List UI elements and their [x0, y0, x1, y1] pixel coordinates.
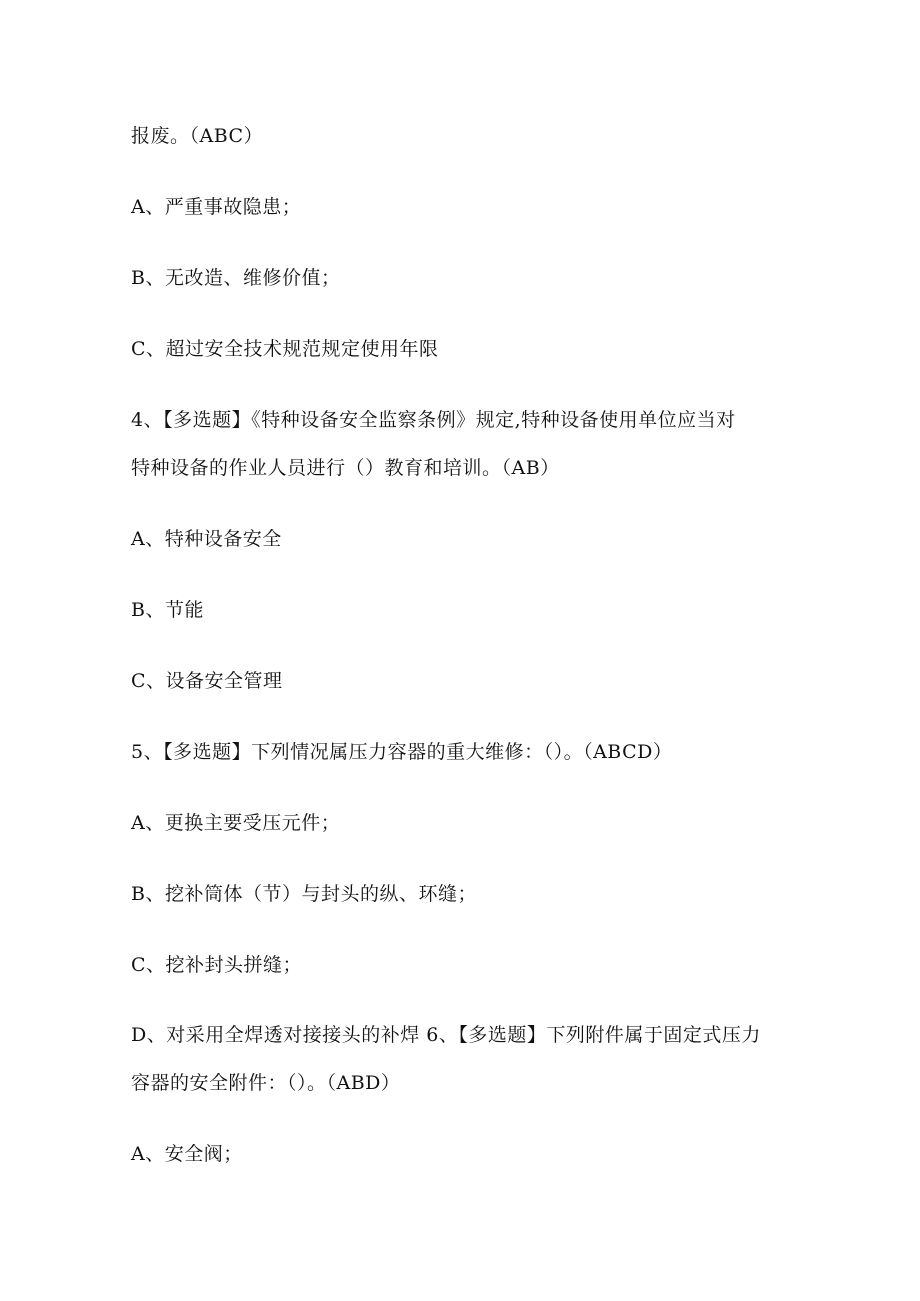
question-6-option-a: A、安全阀；: [131, 1143, 243, 1165]
option-a: A、严重事故隐患；: [131, 196, 302, 218]
option-c: C、超过安全技术规范规定使用年限: [131, 338, 439, 360]
question-5-option-a: A、更换主要受压元件；: [131, 812, 341, 834]
question-5-option-d-and-question-6: D、对采用全焊透对接接头的补焊 6、【多选题】下列附件属于固定式压力: [131, 1024, 761, 1046]
question-4-line-2: 特种设备的作业人员进行（）教育和培训。（AB）: [131, 457, 560, 479]
answer-key-continuation: 报废。（ABC）: [131, 125, 264, 147]
question-4-option-c: C、设备安全管理: [131, 670, 283, 692]
question-4-option-a: A、特种设备安全: [131, 528, 282, 550]
question-5-option-b: B、挖补筒体（节）与封头的纵、环缝；: [131, 883, 477, 905]
question-4-line-1: 4、【多选题】《特种设备安全监察条例》规定,特种设备使用单位应当对: [131, 409, 736, 431]
question-5-option-c: C、挖补封头拼缝；: [131, 954, 303, 976]
question-4-option-b: B、节能: [131, 599, 204, 621]
option-b: B、无改造、维修价值；: [131, 267, 341, 289]
question-6-line-2: 容器的安全附件：（）。（ABD）: [131, 1072, 401, 1094]
question-5: 5、【多选题】下列情况属压力容器的重大维修：（）。（ABCD）: [131, 741, 673, 763]
